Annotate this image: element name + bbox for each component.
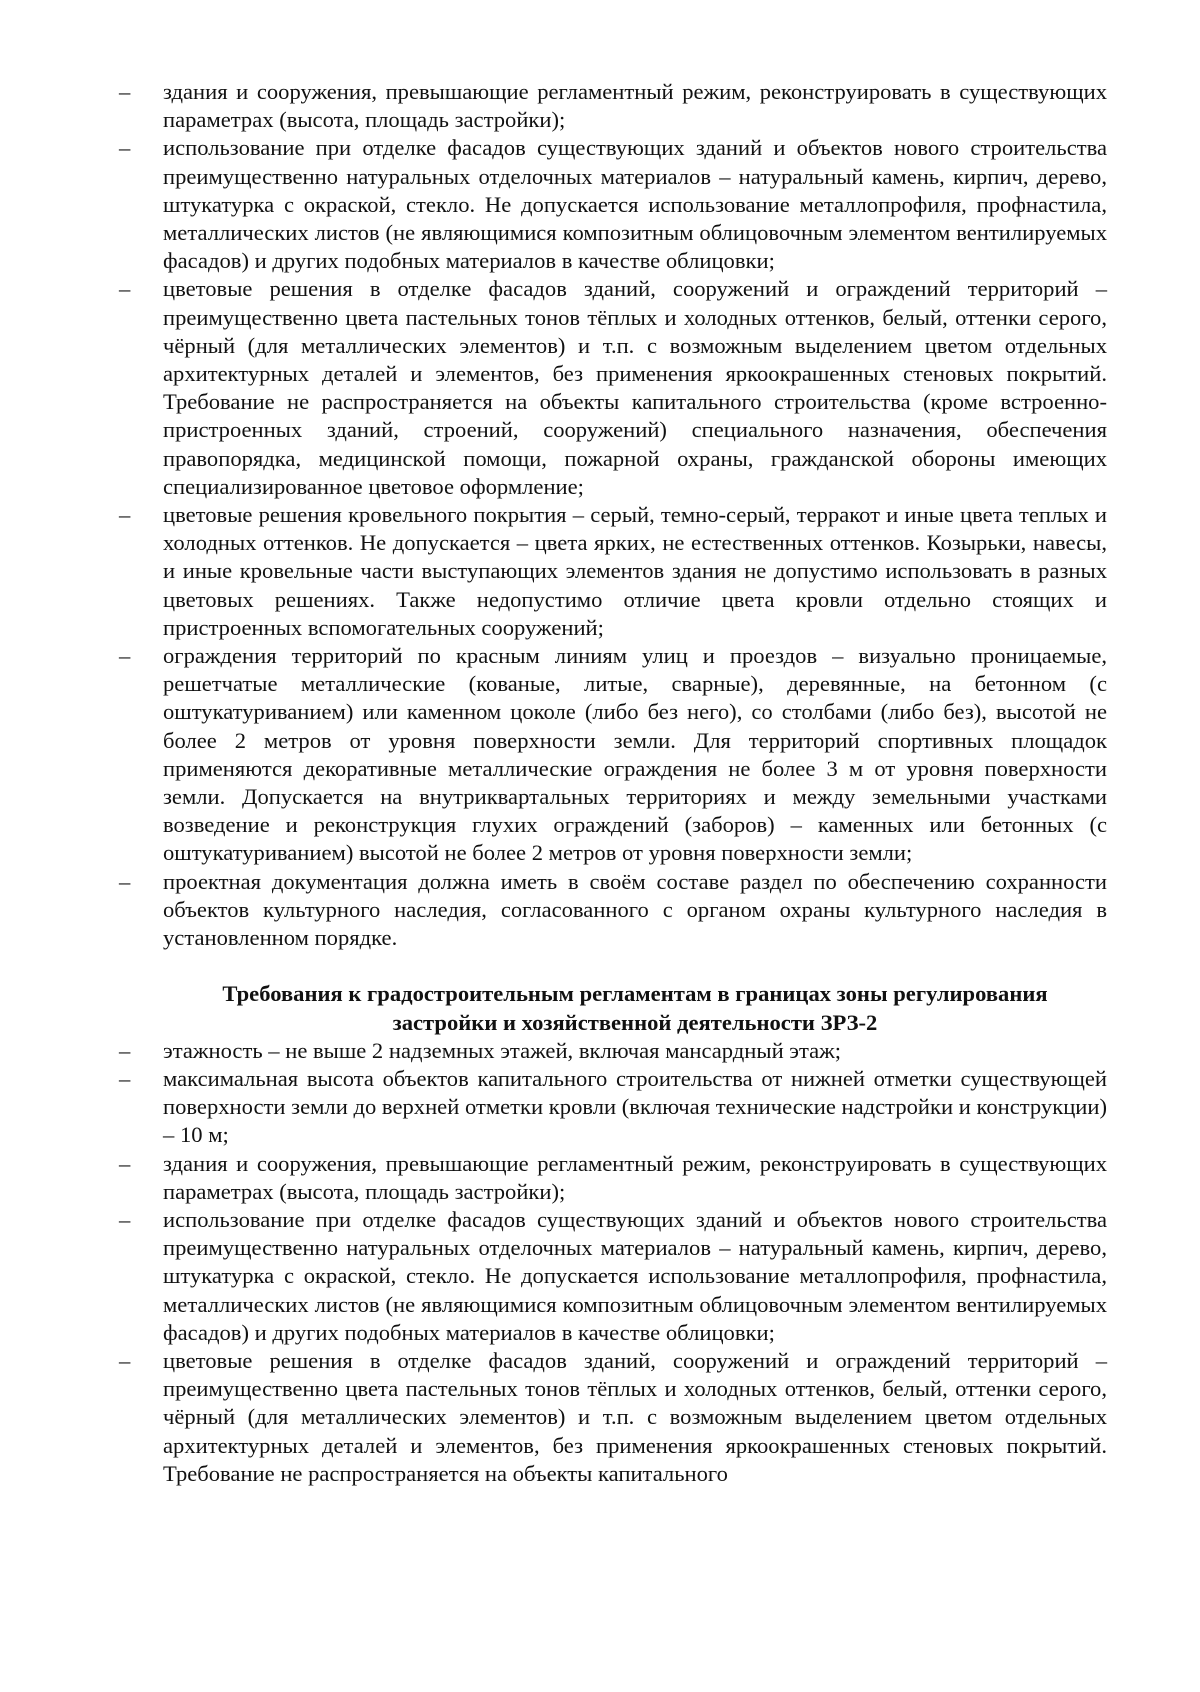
bullet-dash: –: [119, 1065, 131, 1091]
section-heading-line-2: застройки и хозяйственной деятельности ЗРЗ-2: [392, 1009, 878, 1035]
list-item-text: проектная документация должна иметь в своём составе раздел по обеспечению сохранности объектов культурного наследия, согласованного с органом охраны культурного наследия в установленном порядке.: [163, 868, 1107, 951]
list-item: [119, 1037, 1107, 1065]
list-item-text: этажность – не выше 2 надземных этажей, включая мансардный этаж;: [163, 1037, 842, 1063]
requirements-list-2: [119, 1037, 1107, 1488]
bullet-dash: –: [119, 1037, 131, 1063]
list-item-text: цветовые решения кровельного покрытия – серый, темно-серый, терракот и иные цвета теплых и холодных оттенков. Не допускается – цвета ярких, не естественных оттенков. Козырьки, навесы, и иные кровельные части выступающих элементов здания не допустимо использовать в разных цветовых решениях. Также недопустимо отличие цвета кровли отдельно стоящих и пристроенных вспомогательных сооружений;: [163, 502, 1107, 640]
list-item: [119, 501, 1107, 642]
list-item-text: ограждения территорий по красным линиям улиц и проездов – визуально проницаемые, решетчатые металлические (кованые, литые, сварные), деревянные, на бетонном (с оштукатуриванием) или каменном цоколе (либо без него), со столбами (либо без), высотой не более 2 метров от уровня поверхности земли. Для территорий спортивных площадок применяются декоративные металлические ограждения не более 3 м от уровня поверхности земли. Допускается на внутриквартальных территориях и между земельными участками возведение и реконструкция глухих ограждений (заборов) – каменных или бетонных (с оштукатуриванием) высотой не более 2 метров от уровня поверхности земли;: [163, 643, 1107, 866]
list-item-text: использование при отделке фасадов существующих зданий и объектов нового строительства преимущественно натуральных отделочных материалов – натуральный камень, кирпич, дерево, штукатурка с окраской, стекло. Не допускается использование металлопрофиля, профнастила, металлических листов (не являющимися композитным облицовочным элементом вентилируемых фасадов) и других подобных материалов в качестве облицовки;: [163, 135, 1107, 274]
list-item-text: максимальная высота объектов капитального строительства от нижней отметки существующей поверхности земли до верхней отметки кровли (включая технические надстройки и конструкции) – 10 м;: [163, 1065, 1107, 1148]
list-item-text: здания и сооружения, превышающие регламентный режим, реконструировать в существующих параметрах (высота, площадь застройки);: [163, 79, 1107, 133]
list-item-text: здания и сооружения, превышающие регламентный режим, реконструировать в существующих параметрах (высота, площадь застройки);: [163, 1150, 1107, 1204]
bullet-dash: –: [119, 1347, 131, 1373]
list-item: [119, 78, 1107, 134]
list-item: [119, 1347, 1107, 1488]
list-item: [119, 642, 1107, 868]
bullet-dash: –: [119, 1150, 131, 1176]
list-item: [119, 1150, 1107, 1206]
document-content: [119, 78, 1107, 1488]
bullet-dash: –: [119, 502, 131, 528]
section-heading-line-1: Требования к градостроительным регламентам в границах зоны регулирования: [222, 981, 1048, 1007]
list-item: [119, 1065, 1107, 1150]
requirements-list-1: [119, 78, 1107, 952]
bullet-dash: –: [119, 135, 131, 161]
list-item-text: цветовые решения в отделке фасадов зданий, сооружений и ограждений территорий – преимущественно цвета пастельных тонов тёплых и холодных оттенков, белый, оттенки серого, чёрный (для металлических элементов) и т.п. с возможным выделением цветом отдельных архитектурных деталей и элементов, без применения яркоокрашенных стеновых покрытий. Требование не распространяется на объекты капитального строительства (кроме встроенно-пристроенных зданий, строений, сооружений) специального назначения, обеспечения правопорядка, медицинской помощи, пожарной охраны, гражданской обороны имеющих специализированное цветовое оформление;: [163, 276, 1107, 499]
list-item-text: использование при отделке фасадов существующих зданий и объектов нового строительства преимущественно натуральных отделочных материалов – натуральный камень, кирпич, дерево, штукатурка с окраской, стекло. Не допускается использование металлопрофиля, профнастила, металлических листов (не являющимися композитным облицовочным элементом вентилируемых фасадов) и других подобных материалов в качестве облицовки;: [163, 1206, 1107, 1345]
bullet-dash: –: [119, 79, 131, 104]
section-heading: [163, 980, 1107, 1036]
list-item: [119, 275, 1107, 501]
bullet-dash: –: [119, 868, 131, 894]
list-item-text: цветовые решения в отделке фасадов зданий, сооружений и ограждений территорий – преимущественно цвета пастельных тонов тёплых и холодных оттенков, белый, оттенки серого, чёрный (для металлических элементов) и т.п. с возможным выделением цветом отдельных архитектурных деталей и элементов, без применения яркоокрашенных стеновых покрытий. Требование не распространяется на объекты капитального: [163, 1347, 1107, 1486]
bullet-dash: –: [119, 1206, 131, 1232]
bullet-dash: –: [119, 643, 131, 669]
list-item: [119, 868, 1107, 953]
bullet-dash: –: [119, 276, 131, 302]
list-item: [119, 1206, 1107, 1347]
list-item: [119, 134, 1107, 275]
